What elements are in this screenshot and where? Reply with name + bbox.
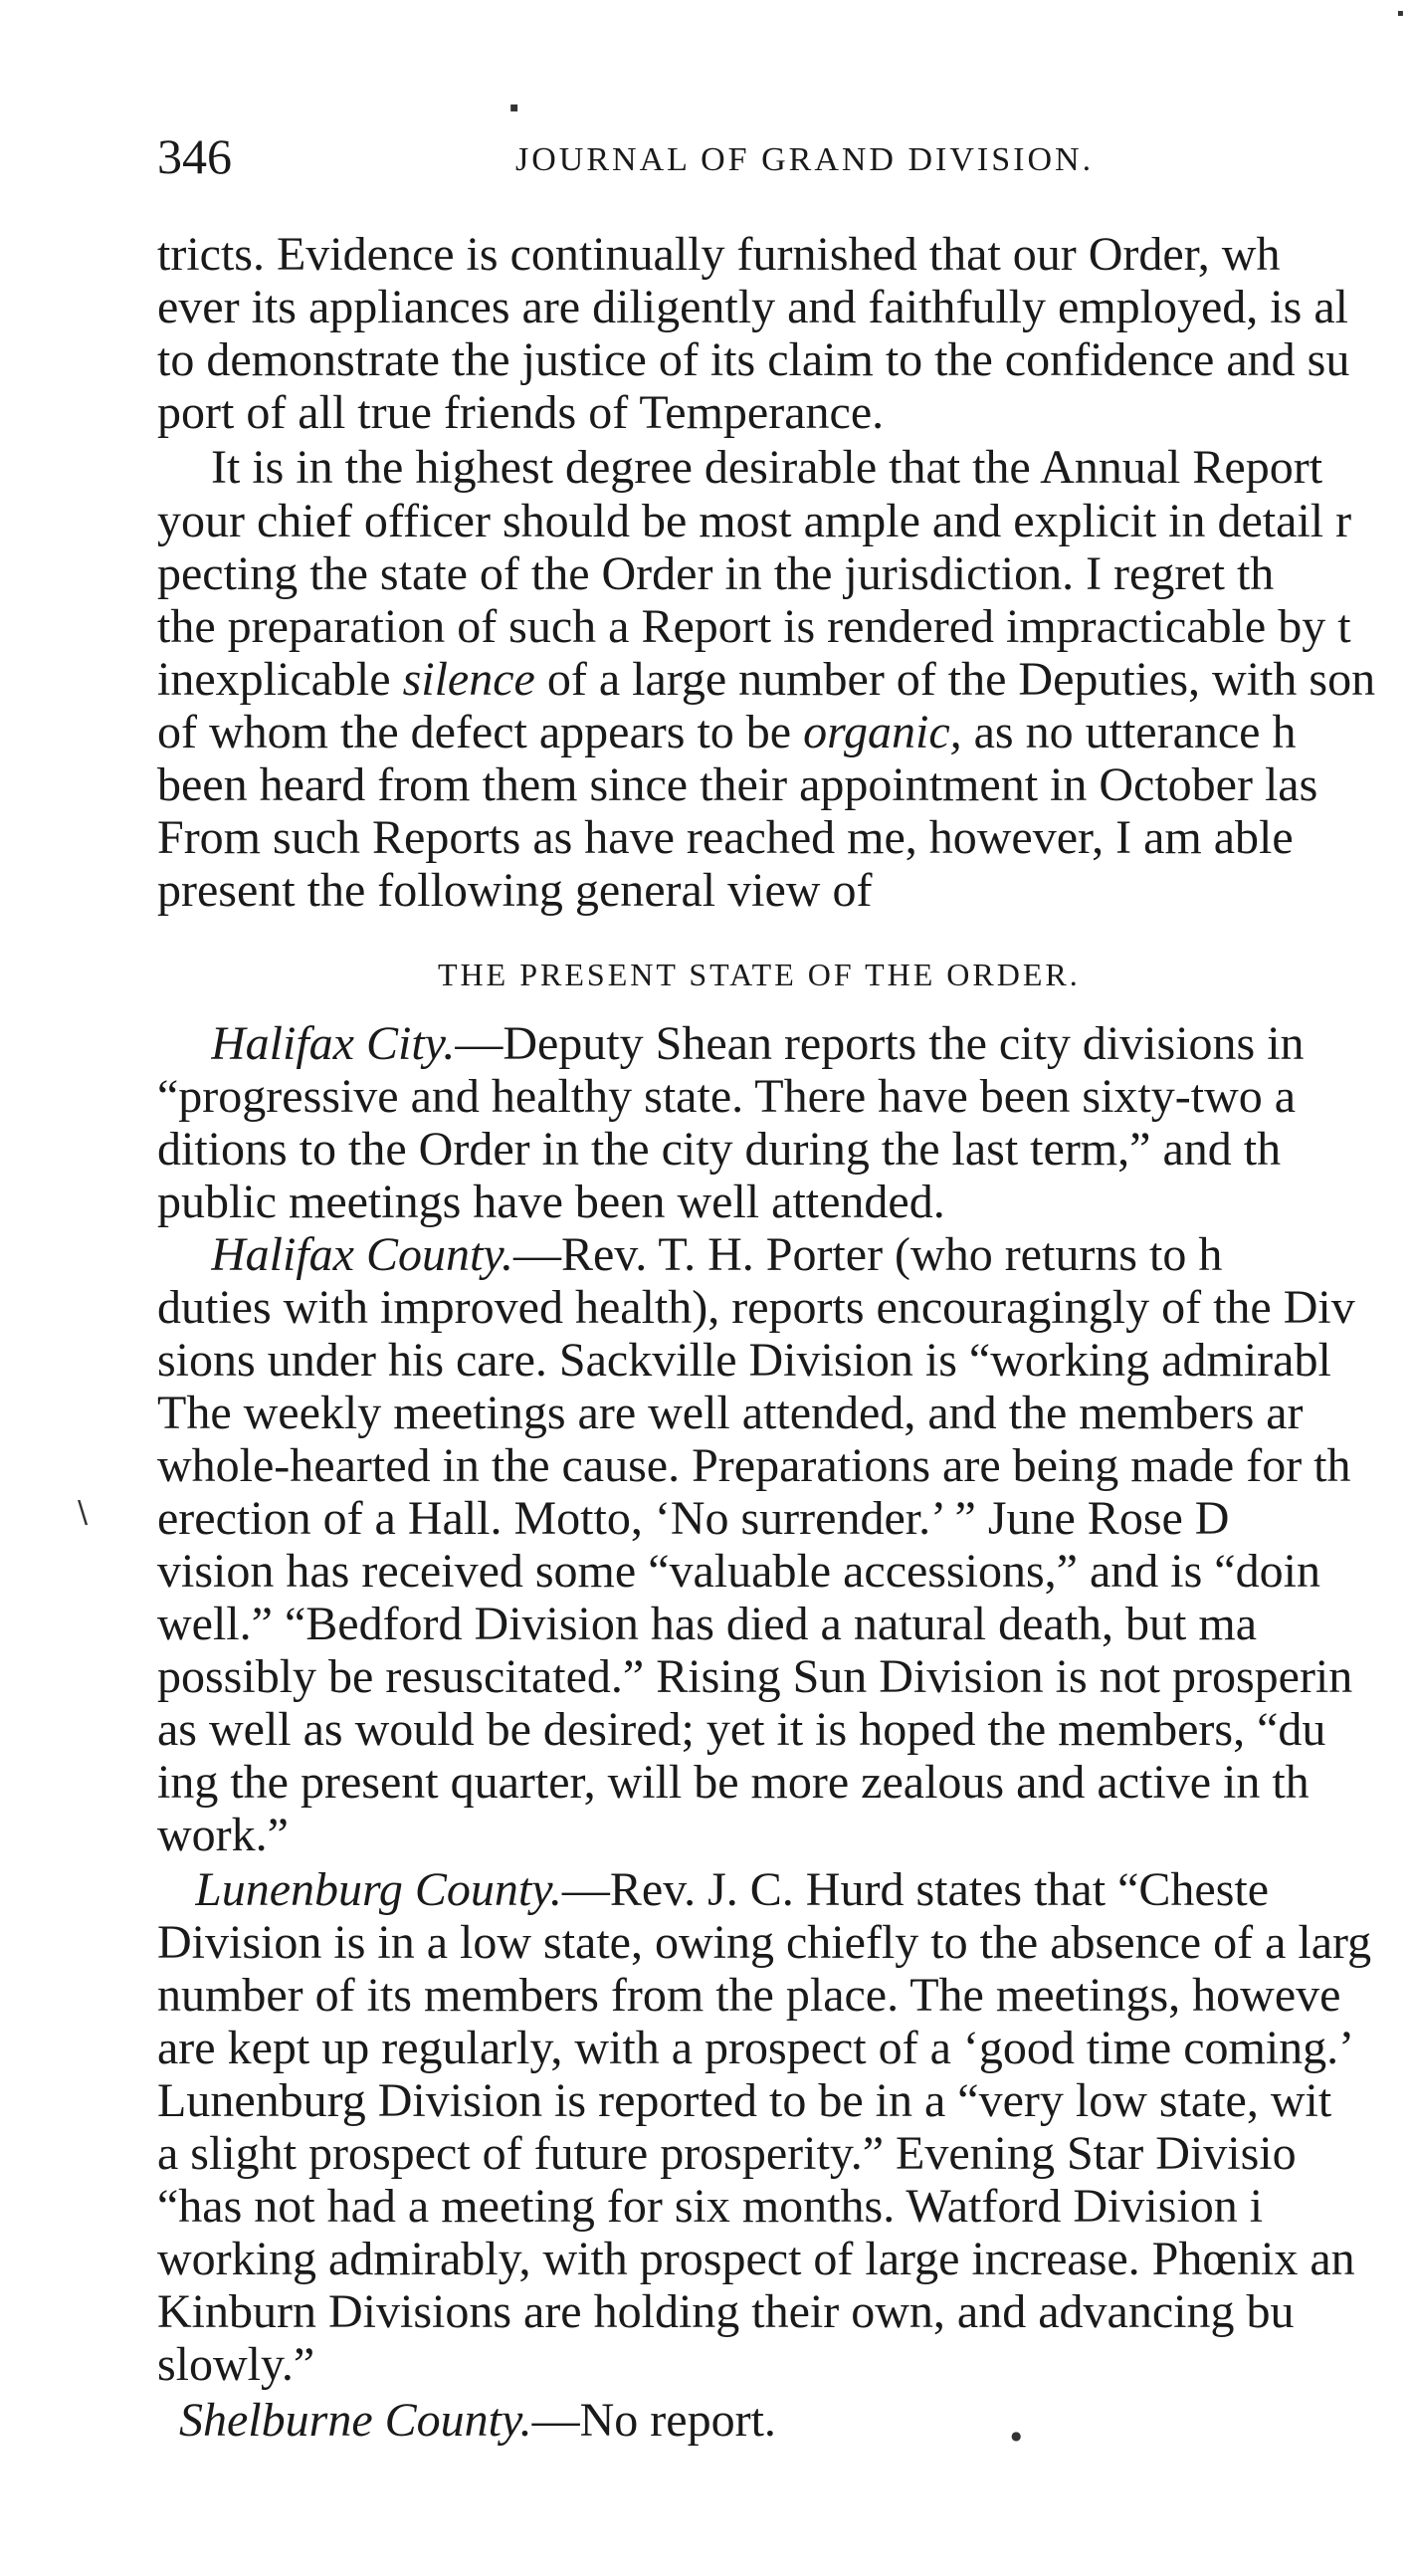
body-line: the preparation of such a Report is rendered impracticable by t (157, 600, 1351, 653)
body-line: ing the present quarter, will be more zealous and active in th (157, 1756, 1310, 1809)
paragraph-first-line: It is in the highest degree desirable that the Annual Report (211, 441, 1323, 494)
print-speck: ▪ (1397, 8, 1404, 19)
line-text: —Rev. J. C. Hurd states that “Cheste (561, 1863, 1270, 1916)
place-heading: Halifax County. (211, 1228, 513, 1281)
line-text: inexplicable (157, 653, 403, 706)
body-line: whole-hearted in the cause. Preparations are being made for th (157, 1439, 1351, 1492)
body-line: to demonstrate the justice of its claim to the confidence and su (157, 333, 1350, 386)
body-line (157, 652, 1412, 708)
body-line: your chief officer should be most ample and explicit in detail r (157, 495, 1352, 547)
place-heading: Shelburne County. (179, 2394, 532, 2447)
running-head: JOURNAL OF GRAND DIVISION. (515, 141, 1095, 178)
body-line: been heard from them since their appointment in October las (157, 758, 1318, 811)
line-text: —Rev. T. H. Porter (who returns to h (512, 1228, 1223, 1281)
print-speck: ▪ (509, 100, 519, 115)
paragraph-first-line (211, 1227, 1412, 1283)
body-line: pecting the state of the Order in the jurisdiction. I regret th (157, 547, 1275, 600)
margin-mark: \ (78, 1495, 89, 1530)
body-line: a slight prospect of future prosperity.” Evening Star Divisio (157, 2127, 1297, 2180)
paragraph-first-line (195, 1862, 1412, 1918)
body-line: “progressive and healthy state. There have been sixty-two a (157, 1070, 1297, 1123)
body-line: slowly.” (157, 2338, 315, 2391)
page-header (157, 127, 1412, 197)
line-text: —Deputy Shean reports the city divisions in (455, 1017, 1305, 1070)
body-line: Division is in a low state, owing chiefly to the absence of a larg (157, 1916, 1372, 1969)
print-speck: ● (1011, 2429, 1022, 2443)
body-line: Lunenburg Division is reported to be in a “very low state, wit (157, 2074, 1332, 2127)
body-line: The weekly meetings are well attended, and the members ar (157, 1387, 1304, 1439)
place-heading: Lunenburg County. (195, 1863, 562, 1916)
body-line: erection of a Hall. Motto, ‘No surrender.’ ” June Rose D (157, 1492, 1230, 1545)
body-line: well.” “Bedford Division has died a natural death, but ma (157, 1598, 1258, 1650)
body-line: port of all true friends of Temperance. (157, 386, 885, 439)
body-line: are kept up regularly, with a prospect of a ‘good time coming.’ (157, 2022, 1355, 2074)
paragraph-first-line (179, 2393, 1412, 2449)
body-line: public meetings have been well attended. (157, 1176, 945, 1228)
emphasis: organic, (803, 706, 962, 758)
emphasis: silence (402, 653, 535, 706)
body-line: ditions to the Order in the city during the last term,” and th (157, 1123, 1282, 1176)
body-line: present the following general view of (157, 864, 873, 917)
body-line: ever its appliances are diligently and faithfully employed, is al (157, 281, 1348, 333)
body-line: number of its members from the place. The meetings, howeve (157, 1969, 1341, 2022)
body-line: “has not had a meeting for six months. Watford Division i (157, 2180, 1264, 2233)
body-line: Kinburn Divisions are holding their own, and advancing bu (157, 2285, 1295, 2338)
body-line: duties with improved health), reports encouragingly of the Div (157, 1281, 1355, 1334)
body-line: work.” (157, 1809, 289, 1861)
line-text: as no utterance h (961, 706, 1297, 758)
body-line: possibly be resuscitated.” Rising Sun Division is not prosperin (157, 1650, 1353, 1703)
page-number: 346 (157, 128, 232, 184)
section-heading: THE PRESENT STATE OF THE ORDER. (438, 957, 1081, 992)
body-line (157, 705, 1412, 760)
body-line: as well as would be desired; yet it is hoped the members, “du (157, 1703, 1326, 1756)
paragraph-first-line (211, 1016, 1412, 1072)
body-line: sions under his care. Sackville Division is “working admirabl (157, 1334, 1331, 1387)
line-text: of whom the defect appears to be (157, 706, 804, 758)
line-text: of a large number of the Deputies, with son (534, 653, 1376, 706)
body-line: working admirably, with prospect of large increase. Phœnix an (157, 2233, 1355, 2285)
body-line: From such Reports as have reached me, however, I am able (157, 811, 1294, 864)
body-line: vision has received some “valuable accessions,” and is “doin (157, 1545, 1320, 1598)
body-line: tricts. Evidence is continually furnished that our Order, wh (157, 228, 1281, 281)
place-heading: Halifax City. (211, 1017, 456, 1070)
line-text: —No report. (531, 2394, 776, 2447)
